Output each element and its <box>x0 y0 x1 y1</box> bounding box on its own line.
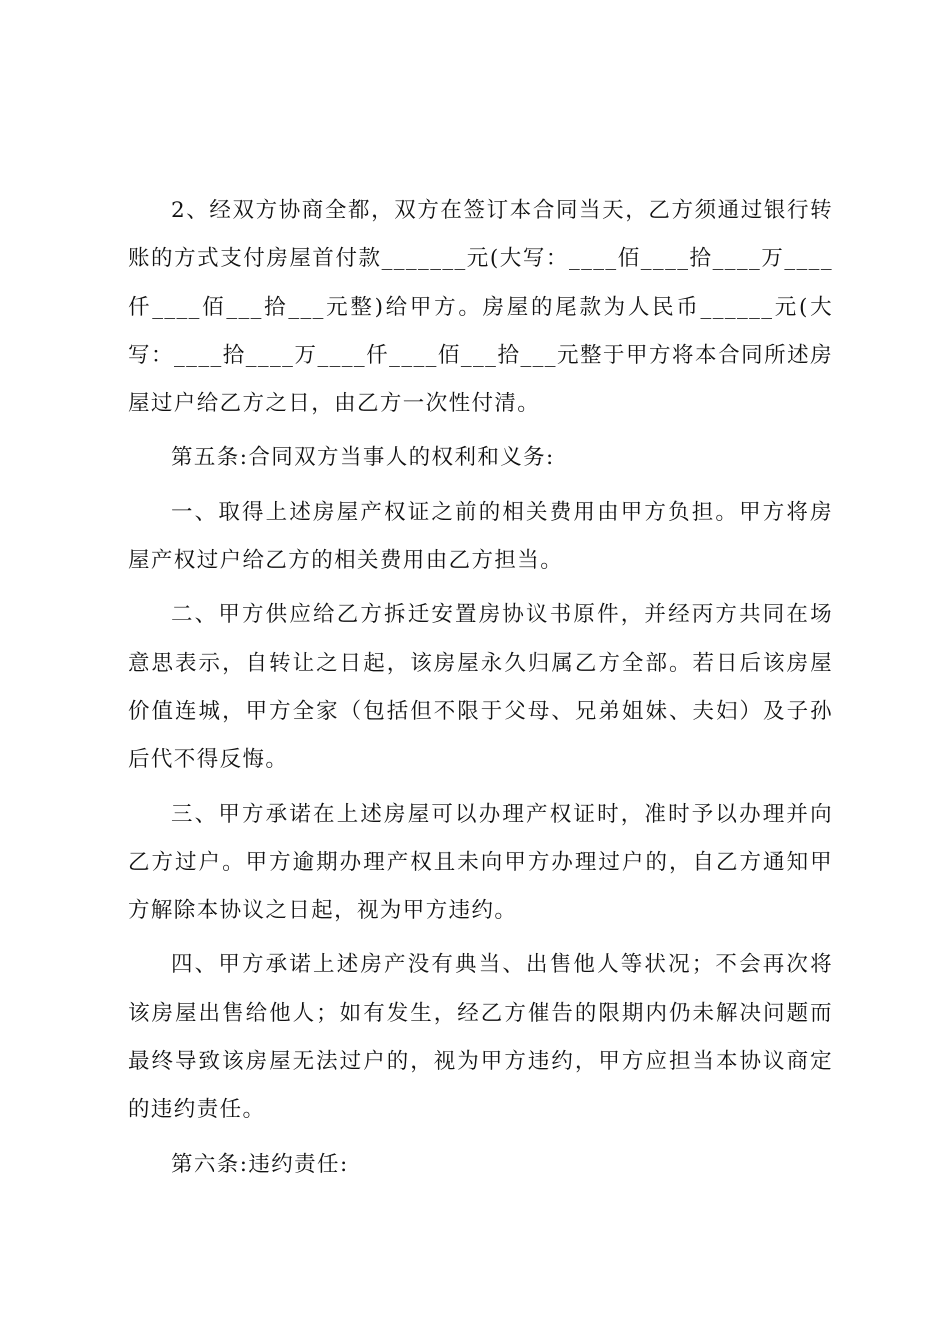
paragraph-clause-2: 二、甲方供应给乙方拆迁安置房协议书原件，并经丙方共同在场意思表示，自转让之日起，该房屋永久归属乙方全部。若日后该房屋价值连城，甲方全家（包括但不限于父母、兄弟姐妹、夫妇）及子孙后代不得反悔。 <box>128 602 833 773</box>
paragraph-clause-3: 三、甲方承诺在上述房屋可以办理产权证时，准时予以办理并向乙方过户。甲方逾期办理产权且未向甲方办理过户的，自乙方通知甲方解除本协议之日起，视为甲方违约。 <box>128 801 833 924</box>
paragraph-payment-terms: 2、经双方协商全都，双方在签订本合同当天，乙方须通过银行转账的方式支付房屋首付款_______元(大写：____佰____拾____万____仟____佰___拾___元整)给甲方。房屋的尾款为人民币______元(大写：____拾____万____仟____佰___拾___元整于甲方将本合同所述房屋过户给乙方之日，由乙方一次性付清。 <box>128 198 833 417</box>
paragraph-clause-4: 四、甲方承诺上述房产没有典当、出售他人等状况；不会再次将该房屋出售给他人；如有发生，经乙方催告的限期内仍未解决问题而最终导致该房屋无法过户的，视为甲方违约，甲方应担当本协议商定的违约责任。 <box>128 952 833 1123</box>
article-6-heading: 第六条:违约责任: <box>171 1151 349 1177</box>
paragraph-clause-1: 一、取得上述房屋产权证之前的相关费用由甲方负担。甲方将房屋产权过户给乙方的相关费用由乙方担当。 <box>128 499 833 574</box>
document-body <box>128 187 833 1195</box>
article-5-heading: 第五条:合同双方当事人的权利和义务: <box>171 445 555 471</box>
